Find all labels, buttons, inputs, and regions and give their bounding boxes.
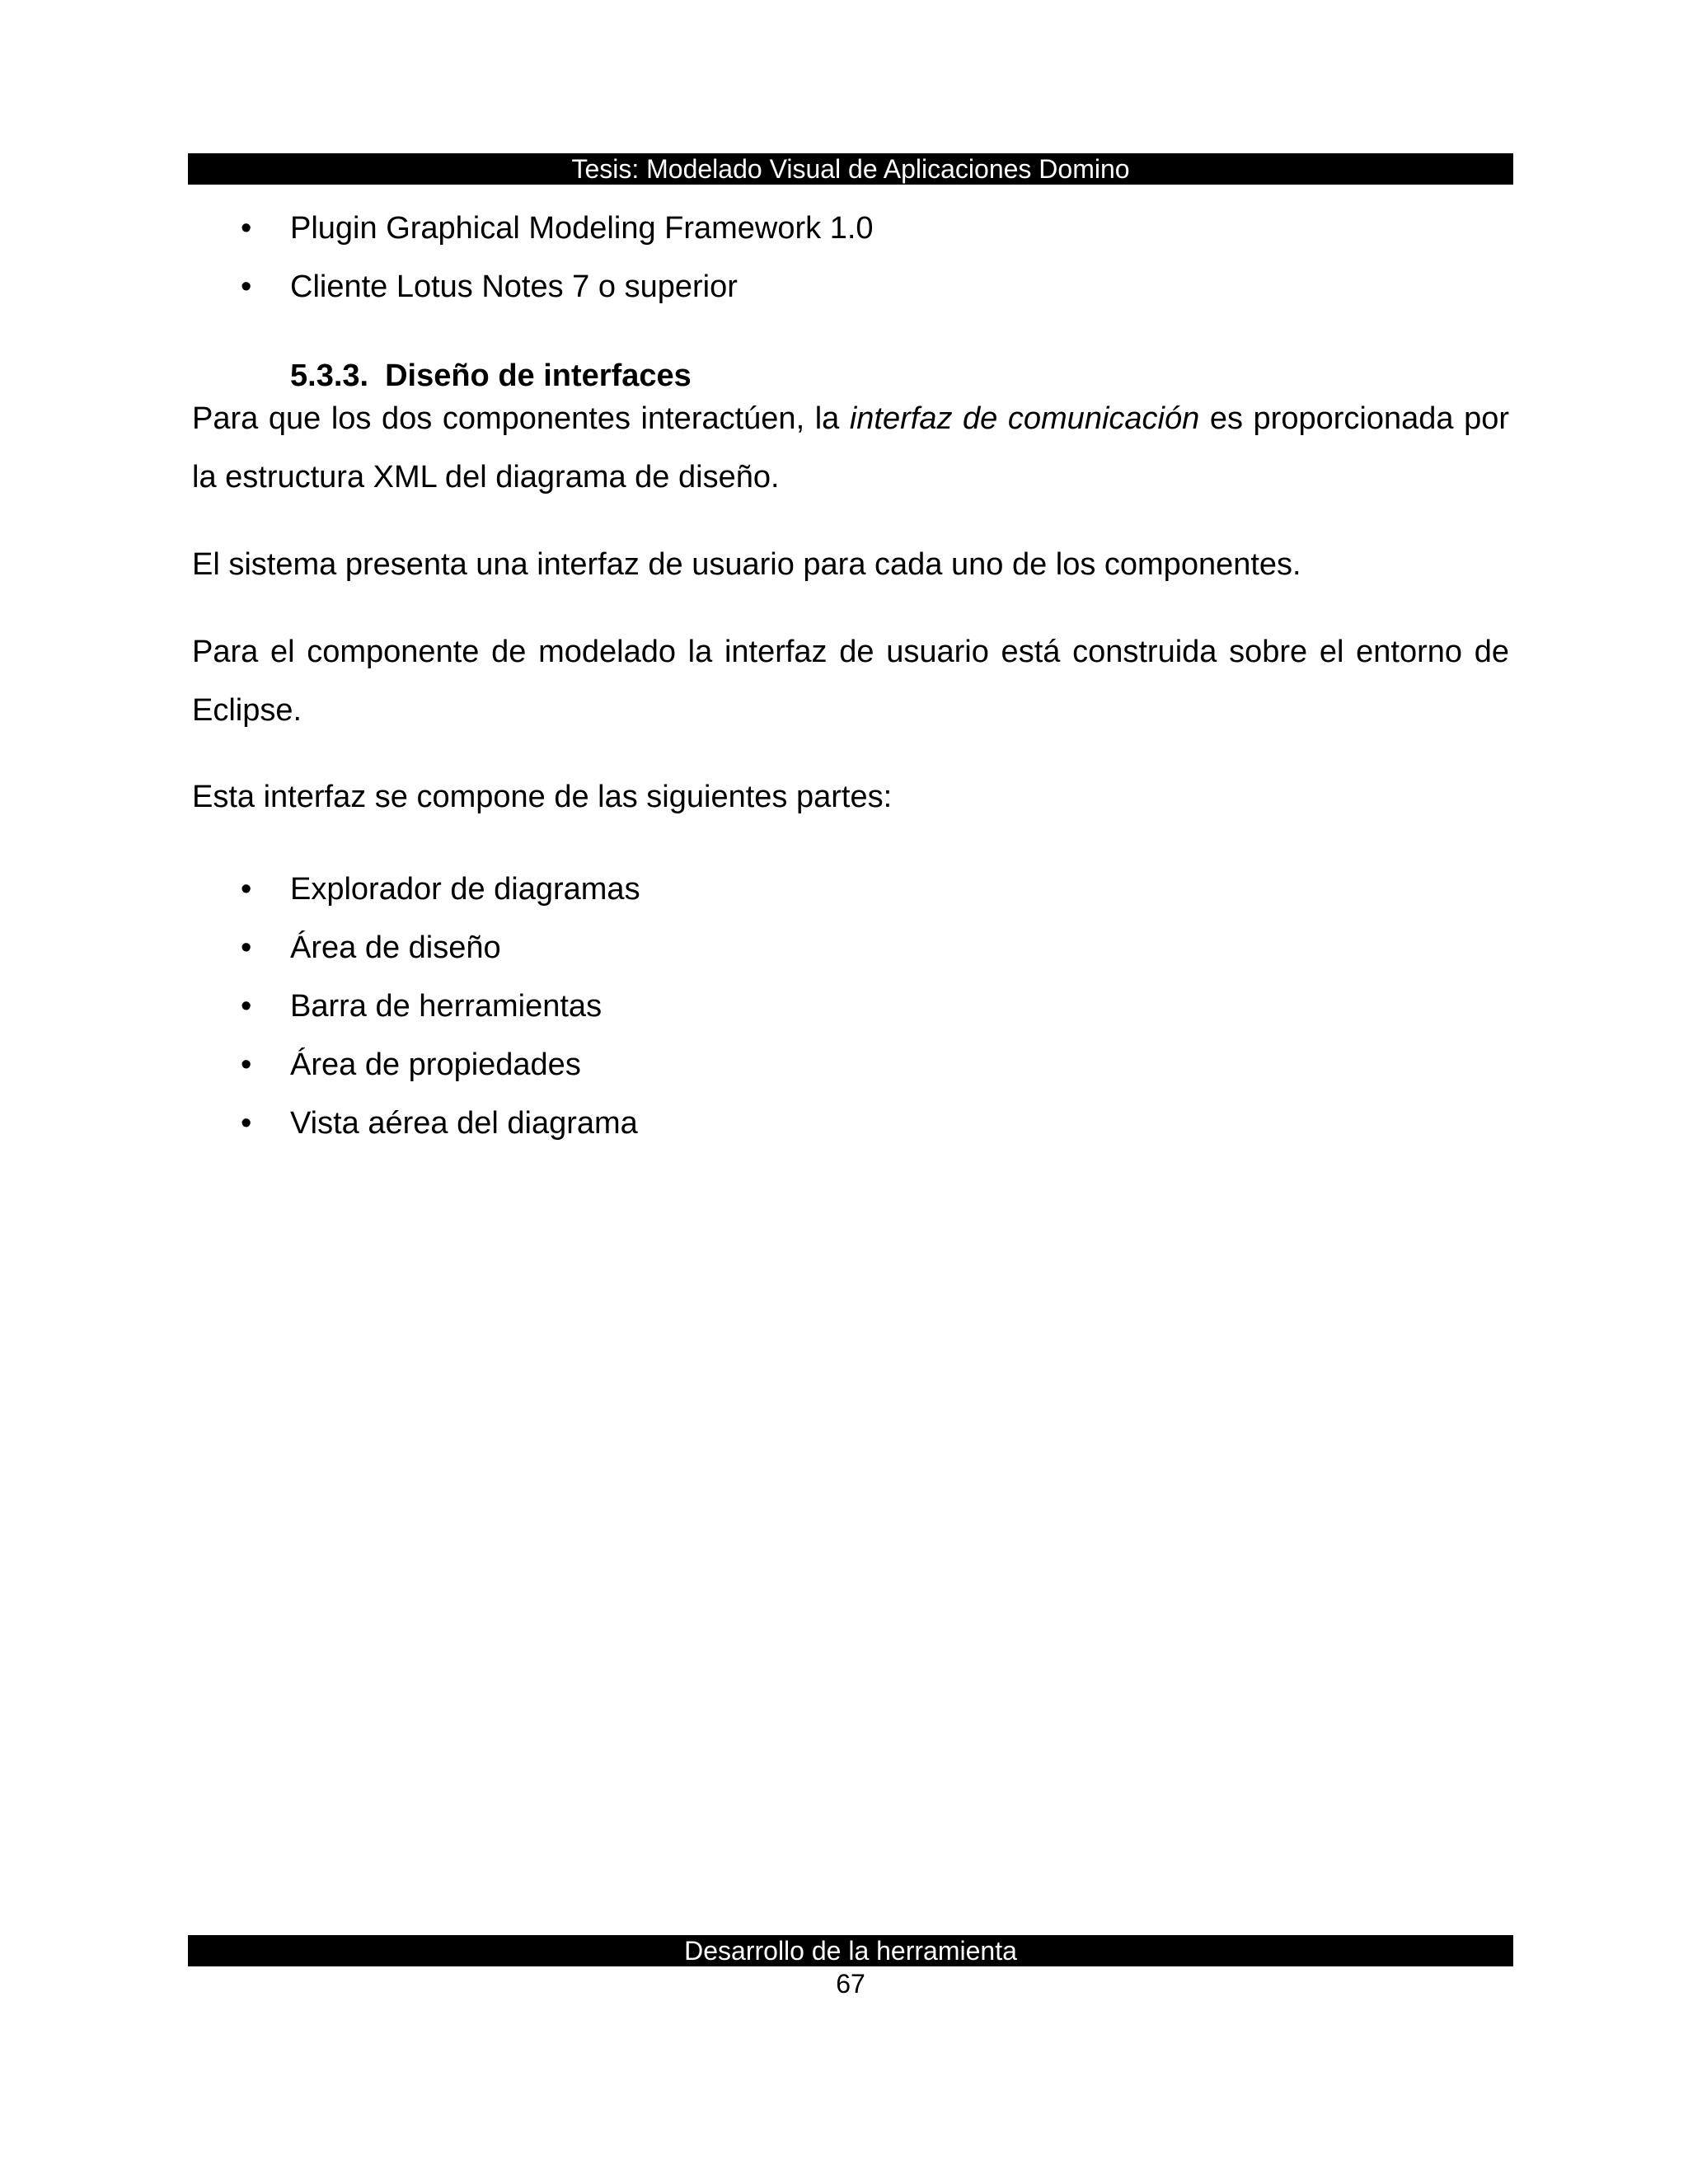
running-header: Tesis: Modelado Visual de Aplicaciones Domino [188, 153, 1513, 185]
bullet-icon: • [241, 930, 252, 965]
page-number: 67 [836, 1969, 865, 1999]
list-item-text: Barra de herramientas [290, 989, 603, 1024]
list-item-text: Explorador de diagramas [290, 872, 640, 907]
section-title: Diseño de interfaces [385, 359, 692, 393]
bullet-icon: • [241, 872, 252, 907]
section-number: 5.3.3. [290, 359, 369, 393]
list-item-text: Área de diseño [290, 930, 501, 965]
paragraph-text: es proporcionada por la estructura XML del diagrama de diseño. [192, 401, 1509, 494]
bullet-icon: • [241, 1047, 252, 1082]
list-item-text: Área de propiedades [290, 1047, 581, 1082]
bullet-icon: • [241, 269, 252, 304]
paragraph-parts-intro: Esta interfaz se compone de las siguientes partes: [192, 780, 893, 814]
emphasized-term: interfaz de comunicación [849, 401, 1200, 436]
paragraph-user-interfaces: El sistema presenta una interfaz de usuario para cada uno de los componentes. [192, 547, 1301, 582]
list-item-text: Cliente Lotus Notes 7 o superior [290, 269, 738, 304]
bullet-icon: • [241, 989, 252, 1024]
bullet-icon: • [241, 1106, 252, 1141]
paragraph-text: Para que los dos componentes interactúen, la [192, 401, 850, 436]
running-footer: Desarrollo de la herramienta [188, 1935, 1513, 1966]
list-item-text: Vista aérea del diagrama [290, 1106, 638, 1141]
list-item-text: Plugin Graphical Modeling Framework 1.0 [290, 211, 874, 246]
paragraph-eclipse: Para el componente de modelado la interfaz de usuario está construida sobre el entorno de Eclipse. [192, 635, 1509, 728]
bullet-icon: • [241, 211, 252, 246]
paragraph-communication-interface [192, 390, 1509, 507]
